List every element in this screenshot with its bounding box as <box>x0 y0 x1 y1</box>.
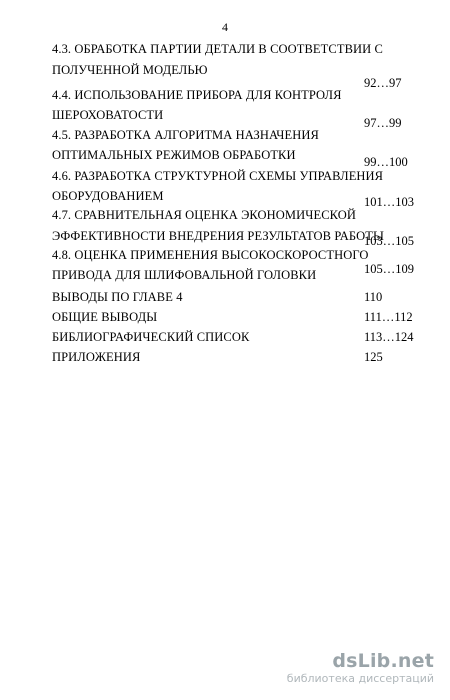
toc-entry-4-3-title-line-1: 4.3. ОБРАБОТКА ПАРТИИ ДЕТАЛИ В СООТВЕТСТВИИ С <box>52 42 383 56</box>
toc-entry-4-4-title-line-1: 4.4. ИСПОЛЬЗОВАНИЕ ПРИБОРА ДЛЯ КОНТРОЛЯ <box>52 88 342 102</box>
toc-entry-bibliography-title: БИБЛИОГРАФИЧЕСКИЙ СПИСОК <box>52 330 250 344</box>
toc-entry-general-conclusions-pages: 111…112 <box>364 310 413 324</box>
watermark-brand: dsLib.net <box>332 650 434 672</box>
toc-entry-4-7-title-line-1: 4.7. СРАВНИТЕЛЬНАЯ ОЦЕНКА ЭКОНОМИЧЕСКОЙ <box>52 208 357 222</box>
toc-entry-4-3-pages: 92…97 <box>364 76 402 90</box>
toc-entry-4-5-pages: 99…100 <box>364 155 408 169</box>
toc-entry-4-6-title-line-1: 4.6. РАЗРАБОТКА СТРУКТУРНОЙ СХЕМЫ УПРАВЛЕНИЯ <box>52 169 384 183</box>
toc-entry-4-7-pages: 103…105 <box>364 234 414 248</box>
toc-entry-general-conclusions-title: ОБЩИЕ ВЫВОДЫ <box>52 310 158 324</box>
toc-entry-4-8-title-line-1: 4.8. ОЦЕНКА ПРИМЕНЕНИЯ ВЫСОКОСКОРОСТНОГО <box>52 248 369 262</box>
toc-entry-chapter-4-conclusions-pages: 110 <box>364 290 383 304</box>
toc-entry-4-8-title-line-2: ПРИВОДА ДЛЯ ШЛИФОВАЛЬНОЙ ГОЛОВКИ <box>52 268 317 282</box>
watermark <box>264 651 434 685</box>
toc-entry-4-8-pages: 105…109 <box>364 262 414 276</box>
toc-entry-appendices-title: ПРИЛОЖЕНИЯ <box>52 350 141 364</box>
toc-entry-4-4-pages: 97…99 <box>364 116 402 130</box>
toc-entry-appendices-pages: 125 <box>364 350 383 364</box>
toc-entry-4-6-pages: 101…103 <box>364 195 414 209</box>
page-number: 4 <box>222 20 228 34</box>
toc-entry-4-6-title-line-2: ОБОРУДОВАНИЕМ <box>52 189 164 203</box>
toc-entry-4-3-title-line-2: ПОЛУЧЕННОЙ МОДЕЛЬЮ <box>52 63 208 77</box>
toc-entry-4-4-title-line-2: ШЕРОХОВАТОСТИ <box>52 108 164 122</box>
toc-entry-chapter-4-conclusions-title: ВЫВОДЫ ПО ГЛАВЕ 4 <box>52 290 183 304</box>
toc-entry-bibliography-pages: 113…124 <box>364 330 414 344</box>
toc-entry-4-5-title-line-2: ОПТИМАЛЬНЫХ РЕЖИМОВ ОБРАБОТКИ <box>52 148 296 162</box>
watermark-subtitle: библиотека диссертаций <box>286 672 434 685</box>
toc-entry-4-5-title-line-1: 4.5. РАЗРАБОТКА АЛГОРИТМА НАЗНАЧЕНИЯ <box>52 128 319 142</box>
toc-entry-4-7-title-line-2: ЭФФЕКТИВНОСТИ ВНЕДРЕНИЯ РЕЗУЛЬТАТОВ РАБОТЫ <box>52 229 384 243</box>
